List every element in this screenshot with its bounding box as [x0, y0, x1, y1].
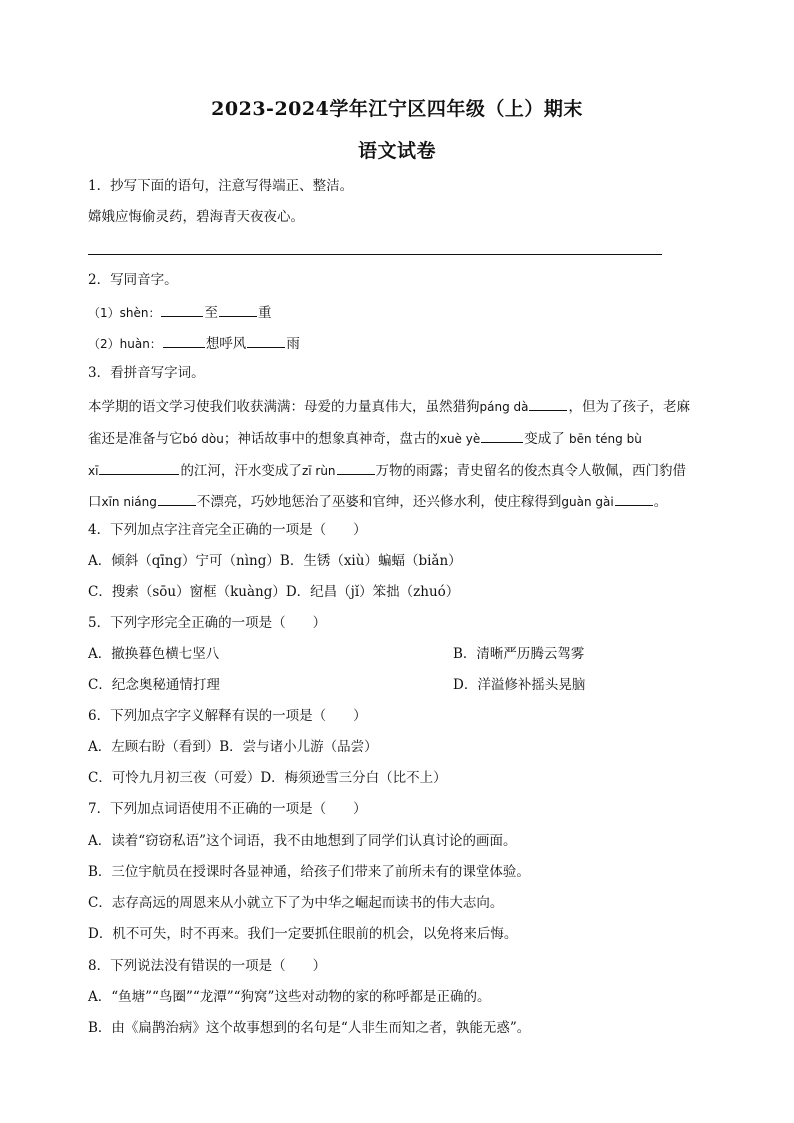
- q8-option-a[interactable]: A．“鱼塘”“鸟圈”“龙潭”“狗窝”这些对动物的家的称呼都是正确的。: [88, 989, 491, 1005]
- q5-row2: [88, 676, 728, 694]
- q3-line3: [88, 460, 728, 480]
- q2-item2-blank1[interactable]: [163, 333, 205, 348]
- q3-pinyin-xinniang: xīn niáng: [101, 495, 157, 509]
- exam-subtitle: 语文试卷: [357, 140, 436, 162]
- q2-item1-blank1[interactable]: [161, 302, 203, 317]
- q5-prompt: 5．下列字形完全正确的一项是（ ）: [88, 615, 327, 631]
- q2-item2-blank2[interactable]: [247, 333, 285, 348]
- q6-options-cd[interactable]: C．可怜九月初三夜（可爱）D．梅须逊雪三分白（比不上）: [88, 770, 447, 786]
- q3-line4-text-a: 口: [88, 494, 102, 510]
- q1-prompt: 1．抄写下面的语句，注意写得端正、整洁。: [88, 178, 354, 194]
- q3-blank-xueye[interactable]: [481, 428, 523, 443]
- q3-pinyin-bentengbu: bēn téng bù: [569, 432, 642, 446]
- q7-option-c[interactable]: C．志存高远的周恩来从小就立下了为中华之崛起而读书的伟大志向。: [88, 895, 504, 911]
- q3-line2-text-c: 变成了: [524, 431, 565, 447]
- q2-item1-label: （1）shèn：: [88, 306, 161, 320]
- q2-item1-blank2[interactable]: [219, 302, 257, 317]
- q3-line1-text-a: 本学期的语文学习使我们收获满满：母爱的力量真伟大，虽然猎狗: [88, 399, 480, 415]
- q3-line3-text-a: 的江河，汗水变成了: [180, 463, 302, 479]
- q7-option-b[interactable]: B．三位宇航员在授课时各显神通，给孩子们带来了前所未有的课堂体验。: [88, 864, 530, 880]
- q7-option-a[interactable]: A．读着“窃窃私语”这个词语，我不由地想到了同学们认真讨论的画面。: [88, 833, 517, 849]
- q2-item2-word1: 想呼风: [205, 336, 247, 352]
- q4-options-ab[interactable]: A．倾斜（qīng）宁可（nìng）B．生锈（xiù）蝙蝠（biǎn）: [88, 553, 462, 569]
- q2-item1-word2: 重: [257, 305, 272, 321]
- q3-pinyin-bodou: bó dòu: [182, 432, 224, 446]
- q2-item1-word1: 至: [204, 305, 218, 321]
- q3-blank-bentengbuxi[interactable]: [99, 460, 179, 475]
- q5-option-d[interactable]: D．洋溢修补摇头晃脑: [453, 677, 586, 693]
- q5-row1: [88, 645, 728, 663]
- q3-pinyin-xueye: xuè yè: [439, 432, 481, 446]
- q3-line2-text-b: ；神话故事中的想象真神奇，盘古的: [223, 431, 440, 447]
- q2-item2-label: （2）huàn：: [88, 337, 162, 351]
- q3-prompt: 3．看拼音写字词。: [88, 365, 205, 381]
- q3-pinyin-zirun: zī rùn: [301, 464, 336, 478]
- q3-blank-pangda[interactable]: [529, 396, 567, 411]
- q3-line4-text-b: 不漂亮，巧妙地惩治了巫婆和官绅，还兴修水利，使庄稼得到: [196, 494, 562, 510]
- q8-option-b[interactable]: B．由《扁鹊治病》这个故事想到的名句是“人非生而知之者，孰能无惑”。: [88, 1020, 531, 1036]
- q6-options-ab[interactable]: A．左顾右盼（看到）B．尝与诸小儿游（品尝）: [88, 739, 378, 755]
- q3-line4-text-c: 。: [653, 494, 668, 510]
- q1-answer-line[interactable]: [88, 254, 662, 255]
- q5-option-a[interactable]: A．撤换暮色横七坚八: [88, 646, 220, 662]
- q3-pinyin-pangda: páng dà: [479, 400, 529, 414]
- q7-prompt: 7．下列加点词语使用不正确的一项是（ ）: [88, 801, 367, 817]
- q4-prompt: 4．下列加点字注音完全正确的一项是（ ）: [88, 522, 367, 538]
- q6-prompt: 6．下列加点字字义解释有误的一项是（ ）: [88, 708, 367, 724]
- q3-blank-guangai[interactable]: [615, 491, 653, 506]
- q3-line4: [88, 491, 728, 511]
- q1-text: 嫦娥应悔偷灵药，碧海青天夜夜心。: [88, 209, 304, 225]
- q4-options-cd[interactable]: C．搜索（sōu）窗框（kuàng）D．纪昌（jǐ）笨拙（zhuó）: [88, 584, 460, 600]
- q3-line3-text-b: 万物的雨露；青史留名的俊杰真令人敬佩，西门豹借: [375, 463, 687, 479]
- q5-option-c[interactable]: C．纪念奥秘通情打理: [88, 677, 220, 693]
- q2-prompt: 2．写同音字。: [88, 272, 178, 288]
- q3-pinyin-xi: xī: [88, 464, 99, 478]
- q8-prompt: 8．下列说法没有错误的一项是（ ）: [88, 958, 327, 974]
- q3-line1-text-b: ，但为了孩子，老麻: [568, 399, 690, 415]
- q3-line1: [88, 396, 728, 416]
- q7-option-d[interactable]: D．机不可失，时不再来。我们一定要抓住眼前的机会，以免将来后悔。: [88, 926, 518, 942]
- q2-item2-word2: 雨: [286, 336, 300, 352]
- q2-item2: [88, 333, 728, 353]
- q3-blank-zirun[interactable]: [337, 460, 375, 475]
- q3-pinyin-guangai: guàn gài: [561, 495, 614, 509]
- q5-option-b[interactable]: B．清晰严历腾云驾雾: [453, 646, 585, 662]
- q3-line2-text-a: 雀还是准备与它: [88, 431, 183, 447]
- exam-title: 2023-2024学年江宁区四年级（上）期末: [211, 98, 583, 120]
- q3-blank-xinniang[interactable]: [158, 491, 196, 506]
- q3-line2: [88, 428, 728, 448]
- q2-item1: [88, 302, 728, 322]
